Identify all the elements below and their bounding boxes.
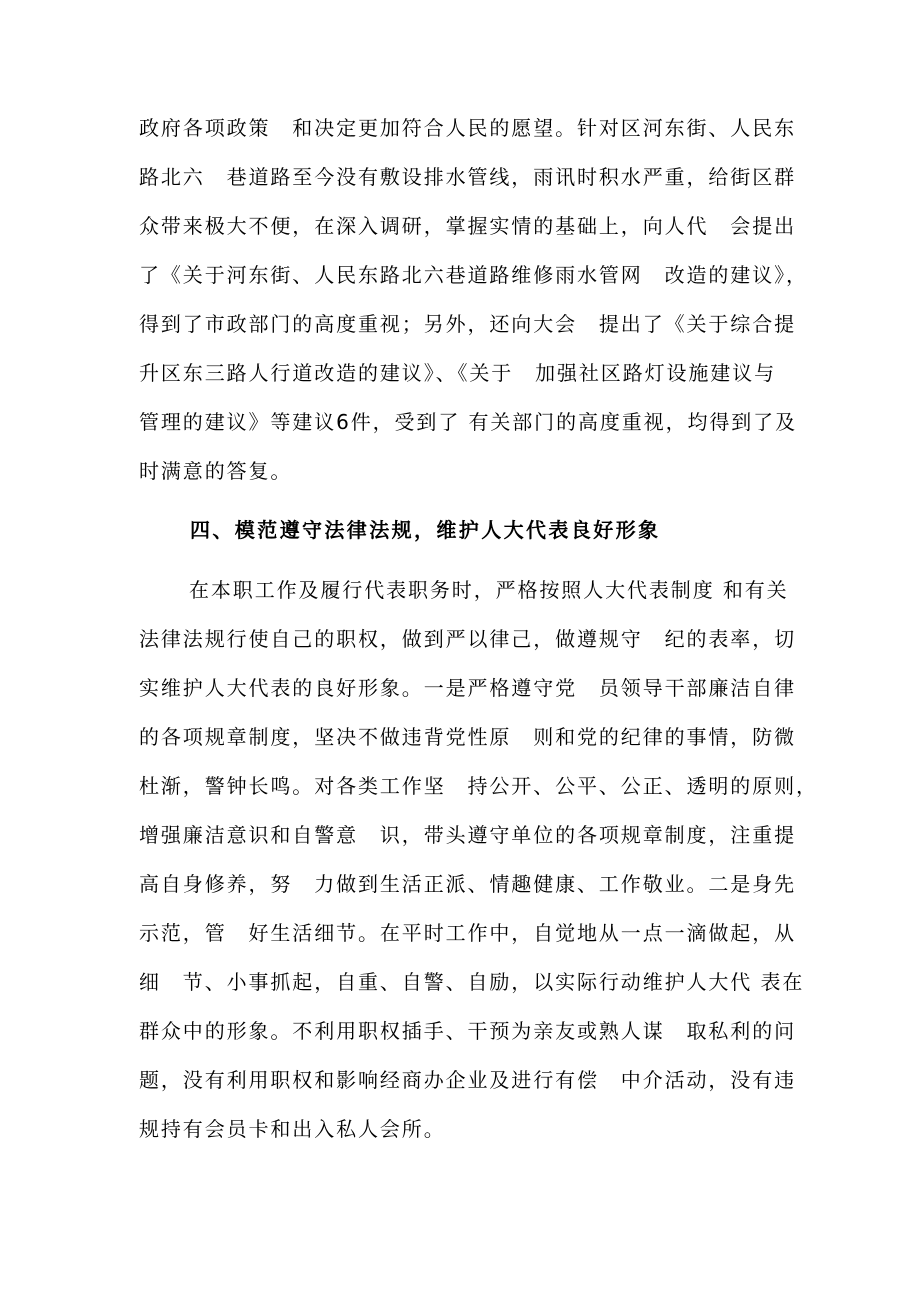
paragraph-1-line-3: 众带来极大不便，在深入调研，掌握实情的基础上，向人代 会提出	[139, 214, 796, 238]
paragraph-2-line-9: 细 节、小事抓起，自重、自警、自励，以实际行动维护人大代 表在	[139, 970, 805, 994]
paragraph-1-line-2: 路北六 巷道路至今没有敷设排水管线，雨讯时积水严重，给街区群	[139, 165, 796, 189]
paragraph-2-line-10: 群众中的形象。不利用职权插手、干预为亲友或熟人谋 取私利的问	[139, 1019, 796, 1043]
paragraph-2-line-6: 增强廉洁意识和自警意 识，带头遵守单位的各项规章制度，注重提	[139, 823, 796, 847]
paragraph-1-line-4: 了《关于河东街、人民东路北六巷道路维修雨水管网 改造的建议》，	[139, 263, 808, 287]
paragraph-1-line-5: 得到了市政部门的高度重视；另外，还向大会 提出了《关于综合提	[139, 312, 796, 336]
paragraph-1-line-8: 时满意的答复。	[139, 459, 293, 483]
paragraph-1-line-6: 升区东三路人行道改造的建议》、《关于 加强社区路灯设施建议与	[139, 361, 776, 385]
paragraph-1-line-1: 政府各项政策 和决定更加符合人民的愿望。针对区河东街、人民东	[139, 116, 796, 140]
paragraph-2-line-8: 示范，管 好生活细节。在平时工作中，自觉地从一点一滴做起，从	[139, 921, 796, 945]
paragraph-2-line-7: 高自身修养，努 力做到生活正派、情趣健康、工作敬业。二是身先	[139, 872, 796, 896]
paragraph-2-line-2: 法律法规行使自己的职权，做到严以律己，做遵规守 纪的表率，切	[139, 627, 796, 651]
paragraph-1-line-7: 管理的建议》等建议6件，受到了 有关部门的高度重视，均得到了及	[139, 410, 797, 434]
paragraph-2-line-11: 题，没有利用职权和影响经商办企业及进行有偿 中介活动，没有违	[139, 1068, 796, 1092]
paragraph-2-line-4: 的各项规章制度，坚决不做违背党性原 则和党的纪律的事情，防微	[139, 725, 796, 749]
paragraph-2-line-3: 实维护人大代表的良好形象。一是严格遵守党 员领导干部廉洁自律	[139, 676, 796, 700]
paragraph-2-line-12: 规持有会员卡和出入私人会所。	[139, 1117, 446, 1141]
section-heading: 四、模范遵守法律法规，维护人大代表良好形象	[190, 518, 661, 542]
paragraph-2-line-1: 在本职工作及履行代表职务时，严格按照人大代表制度 和有关	[189, 578, 789, 602]
paragraph-2-line-5: 杜渐，警钟长鸣。对各类工作坚 持公开、公平、公正、透明的原则，	[139, 774, 818, 798]
